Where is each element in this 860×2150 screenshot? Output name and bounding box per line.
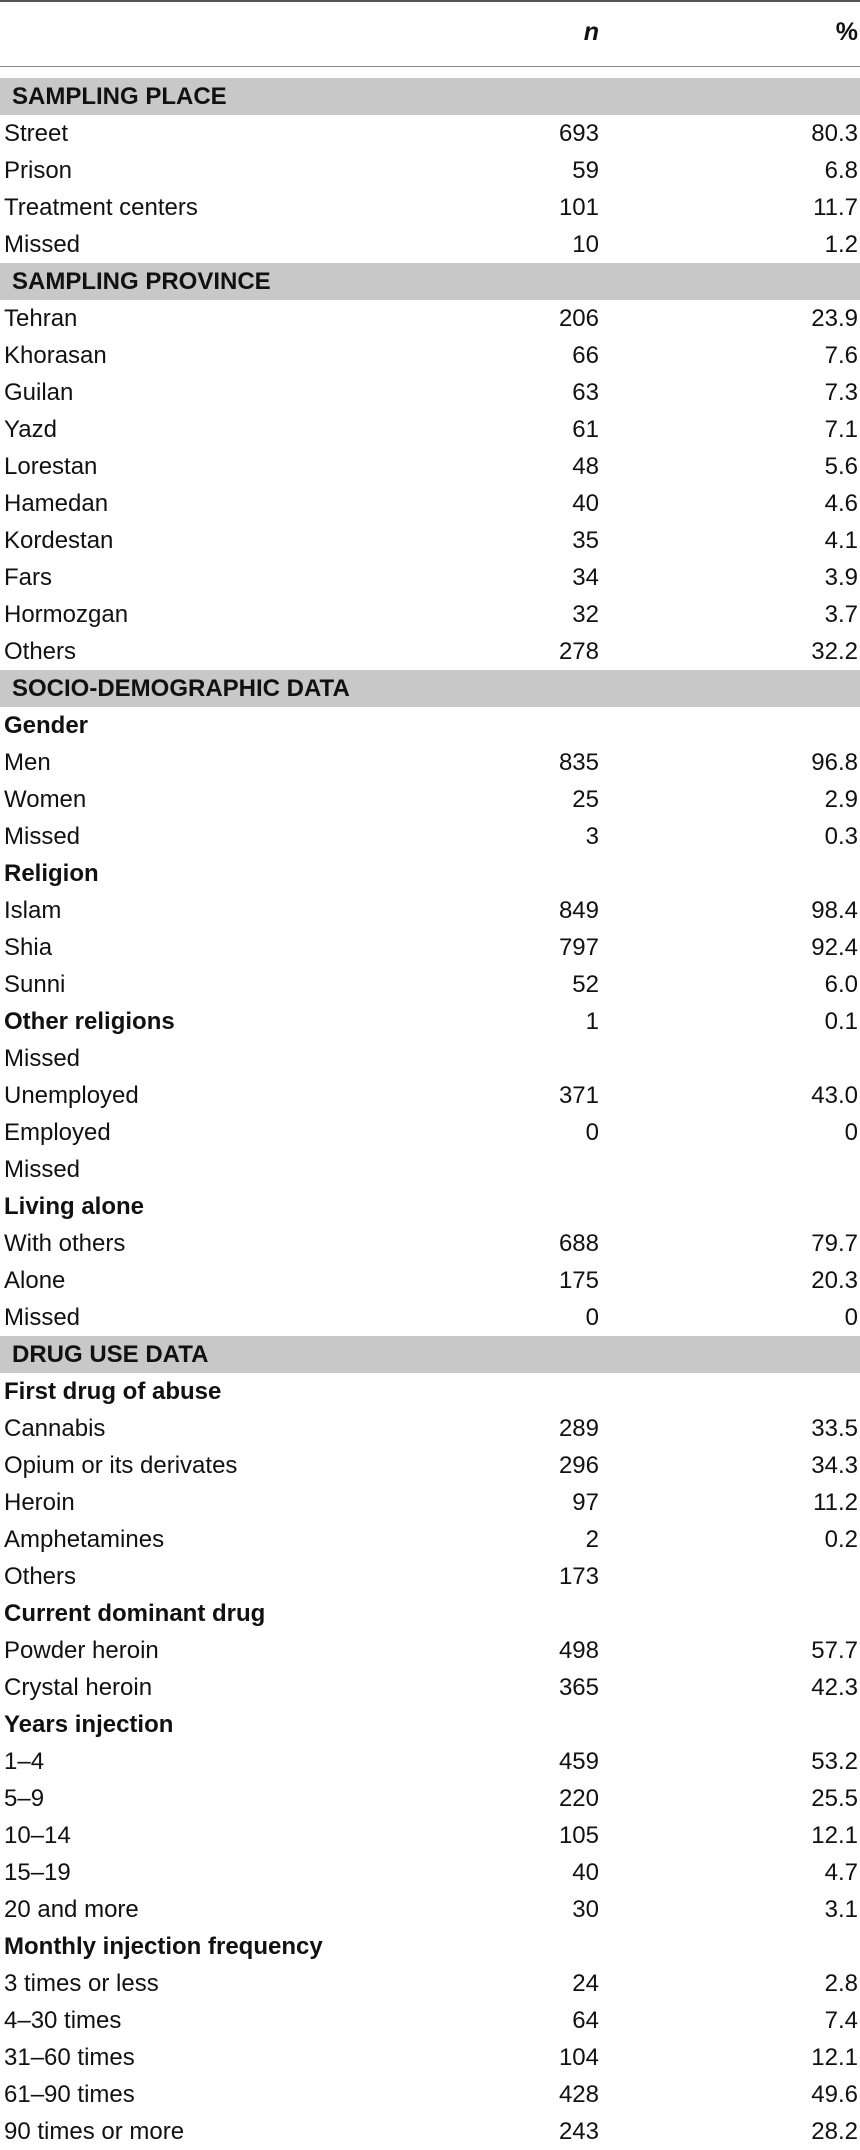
section-header-row	[0, 263, 860, 300]
row-n-value: 40	[572, 490, 599, 517]
header-gap	[0, 67, 860, 78]
row-n-value: 105	[558, 1822, 599, 1849]
row-label: Living alone	[4, 1193, 145, 1220]
row-n-value: 66	[572, 342, 599, 369]
row-n-value: 296	[558, 1452, 599, 1479]
row-label: Amphetamines	[4, 1526, 165, 1553]
row-n-value: 428	[558, 2081, 599, 2108]
table-row	[0, 2076, 860, 2113]
table-row	[0, 1891, 860, 1928]
row-n-value: 30	[572, 1896, 599, 1923]
row-percent-value: 11.7	[813, 194, 858, 221]
row-percent-value: 12.1	[811, 2044, 858, 2071]
subheading-row	[0, 1003, 860, 1040]
header-percent: %	[835, 18, 858, 46]
row-n-value: 498	[558, 1637, 599, 1664]
table-row	[0, 1780, 860, 1817]
row-label: 31–60 times	[4, 2044, 135, 2071]
table-row	[0, 633, 860, 670]
table-row	[0, 1632, 860, 1669]
table-row	[0, 1743, 860, 1780]
table-row	[0, 448, 860, 485]
row-label: 3 times or less	[4, 1970, 159, 1997]
row-label: Alone	[4, 1267, 66, 1294]
row-n-value: 206	[558, 305, 599, 332]
table-row	[0, 966, 860, 1003]
row-label: Treatment centers	[4, 194, 198, 221]
row-n-value: 97	[572, 1489, 599, 1516]
row-n-value: 25	[572, 786, 599, 813]
table-row	[0, 485, 860, 522]
table-row	[0, 300, 860, 337]
row-percent-value: 4.1	[824, 527, 858, 554]
row-label: 10–14	[4, 1822, 71, 1849]
row-percent-value: 98.4	[811, 897, 858, 924]
row-label: Hamedan	[4, 490, 109, 517]
row-label: Fars	[4, 564, 52, 591]
row-n-value: 10	[572, 231, 599, 258]
row-percent-value: 23.9	[811, 305, 858, 332]
row-percent-value: 32.2	[811, 638, 858, 665]
row-percent-value: 53.2	[811, 1748, 858, 1775]
table-row	[0, 337, 860, 374]
row-n-value: 101	[558, 194, 599, 221]
section-header-row	[0, 1336, 860, 1373]
row-label: 15–19	[4, 1859, 71, 1886]
row-percent-value: 11.2	[813, 1489, 858, 1516]
row-percent-value: 43.0	[811, 1082, 858, 1109]
row-label: DRUG USE DATA	[12, 1341, 209, 1368]
row-label: Monthly injection frequency	[4, 1933, 323, 1960]
row-percent-value: 92.4	[811, 934, 858, 961]
row-label: Islam	[4, 897, 62, 924]
row-percent-value: 4.6	[824, 490, 858, 517]
row-label: Guilan	[4, 379, 74, 406]
table-row	[0, 2002, 860, 2039]
row-label: Khorasan	[4, 342, 107, 369]
row-percent-value: 12.1	[811, 1822, 858, 1849]
row-label: Heroin	[4, 1489, 75, 1516]
subheading-row	[0, 1188, 860, 1225]
row-n-value: 3	[585, 823, 599, 850]
table-row	[0, 596, 860, 633]
table-row	[0, 1410, 860, 1447]
row-n-value: 835	[558, 749, 599, 776]
row-label: Missed	[4, 1156, 81, 1183]
subheading-row	[0, 1373, 860, 1410]
row-n-value: 220	[558, 1785, 599, 1812]
table-row	[0, 1484, 860, 1521]
row-label: Unemployed	[4, 1082, 139, 1109]
row-percent-value: 6.8	[824, 157, 858, 184]
row-label: Women	[4, 786, 87, 813]
subheading-row	[0, 1928, 860, 1965]
row-percent-value: 57.7	[811, 1637, 858, 1664]
row-percent-value: 2.9	[824, 786, 858, 813]
table-row	[0, 1817, 860, 1854]
row-label: 5–9	[4, 1785, 45, 1812]
row-percent-value: 0.3	[824, 823, 858, 850]
row-label: Missed	[4, 823, 81, 850]
subheading-row	[0, 1706, 860, 1743]
row-label: Other religions	[4, 1008, 175, 1035]
table-row	[0, 781, 860, 818]
subheading-row	[0, 855, 860, 892]
row-label: 61–90 times	[4, 2081, 135, 2108]
table-row	[0, 1854, 860, 1891]
row-percent-value: 25.5	[811, 1785, 858, 1812]
section-header-row	[0, 670, 860, 707]
table-row	[0, 1225, 860, 1262]
row-label: Opium or its derivates	[4, 1452, 238, 1479]
row-label: Current dominant drug	[4, 1600, 266, 1627]
row-percent-value: 2.8	[824, 1970, 858, 1997]
row-percent-value: 3.9	[824, 564, 858, 591]
row-label: First drug of abuse	[4, 1378, 222, 1405]
row-n-value: 365	[558, 1674, 599, 1701]
table-row	[0, 1447, 860, 1484]
table-row	[0, 2113, 860, 2150]
row-label: Missed	[4, 231, 81, 258]
row-label: Shia	[4, 934, 53, 961]
row-n-value: 32	[572, 601, 599, 628]
row-n-value: 52	[572, 971, 599, 998]
table-row	[0, 818, 860, 855]
row-n-value: 63	[572, 379, 599, 406]
row-percent-value: 7.4	[824, 2007, 858, 2034]
table-body	[0, 78, 860, 2150]
table-row	[0, 522, 860, 559]
row-label: Others	[4, 1563, 77, 1590]
table-row	[0, 744, 860, 781]
table-row	[0, 189, 860, 226]
subheading-row	[0, 707, 860, 744]
subheading-row	[0, 1595, 860, 1632]
table-header	[0, 2, 860, 67]
row-n-value: 64	[572, 2007, 599, 2034]
row-percent-value: 42.3	[811, 1674, 858, 1701]
table-row	[0, 1040, 860, 1077]
row-n-value: 61	[572, 416, 599, 443]
table-row	[0, 1262, 860, 1299]
row-n-value: 849	[558, 897, 599, 924]
row-percent-value: 96.8	[811, 749, 858, 776]
row-percent-value: 28.2	[811, 2118, 858, 2145]
row-percent-value: 33.5	[811, 1415, 858, 1442]
table-row	[0, 1521, 860, 1558]
table-row	[0, 115, 860, 152]
row-label: 20 and more	[4, 1896, 139, 1923]
row-n-value: 0	[585, 1304, 599, 1331]
row-label: Sunni	[4, 971, 66, 998]
row-label: 4–30 times	[4, 2007, 122, 2034]
row-percent-value: 7.3	[824, 379, 858, 406]
row-n-value: 289	[558, 1415, 599, 1442]
row-n-value: 34	[572, 564, 599, 591]
row-n-value: 797	[558, 934, 599, 961]
table-row	[0, 1077, 860, 1114]
row-percent-value: 4.7	[824, 1859, 858, 1886]
table-row	[0, 411, 860, 448]
row-percent-value: 6.0	[824, 971, 858, 998]
section-header-row	[0, 78, 860, 115]
row-n-value: 459	[558, 1748, 599, 1775]
table-row	[0, 1114, 860, 1151]
row-n-value: 35	[572, 527, 599, 554]
row-label: SAMPLING PROVINCE	[12, 268, 271, 295]
row-label: Gender	[4, 712, 89, 739]
row-percent-value: 5.6	[824, 453, 858, 480]
table-row	[0, 1965, 860, 2002]
row-n-value: 48	[572, 453, 599, 480]
row-label: Powder heroin	[4, 1637, 159, 1664]
row-percent-value: 7.6	[824, 342, 858, 369]
row-label: Years injection	[4, 1711, 174, 1738]
row-label: 90 times or more	[4, 2118, 185, 2145]
row-label: Religion	[4, 860, 99, 887]
row-label: Others	[4, 638, 77, 665]
row-percent-value: 20.3	[811, 1267, 858, 1294]
row-percent-value: 34.3	[811, 1452, 858, 1479]
row-percent-value: 0	[844, 1119, 858, 1146]
table-row	[0, 374, 860, 411]
row-label: Prison	[4, 157, 73, 184]
row-percent-value: 0	[844, 1304, 858, 1331]
row-label: Men	[4, 749, 51, 776]
header-n: n	[583, 18, 599, 46]
table-row	[0, 559, 860, 596]
row-n-value: 24	[572, 1970, 599, 1997]
row-n-value: 1	[585, 1008, 599, 1035]
row-percent-value: 0.1	[824, 1008, 858, 1035]
row-label: Street	[4, 120, 69, 147]
row-percent-value: 1.2	[824, 231, 858, 258]
row-label: Tehran	[4, 305, 78, 332]
row-percent-value: 3.7	[824, 601, 858, 628]
row-n-value: 688	[558, 1230, 599, 1257]
row-label: SOCIO-DEMOGRAPHIC DATA	[12, 675, 350, 702]
row-label: Missed	[4, 1045, 81, 1072]
row-label: Employed	[4, 1119, 111, 1146]
row-n-value: 173	[558, 1563, 599, 1590]
row-n-value: 40	[572, 1859, 599, 1886]
row-n-value: 243	[558, 2118, 599, 2145]
row-n-value: 371	[558, 1082, 599, 1109]
row-percent-value: 7.1	[824, 416, 858, 443]
row-n-value: 693	[558, 120, 599, 147]
row-n-value: 278	[558, 638, 599, 665]
row-label: Crystal heroin	[4, 1674, 153, 1701]
row-percent-value: 79.7	[811, 1230, 858, 1257]
row-label: Yazd	[4, 416, 57, 443]
table-row	[0, 1151, 860, 1188]
table-row	[0, 1558, 860, 1595]
row-percent-value: 49.6	[811, 2081, 858, 2108]
row-label: 1–4	[4, 1748, 45, 1775]
row-n-value: 2	[585, 1526, 599, 1553]
table-row	[0, 2039, 860, 2076]
row-percent-value: 0.2	[824, 1526, 858, 1553]
table-row	[0, 929, 860, 966]
row-label: Cannabis	[4, 1415, 106, 1442]
row-percent-value: 3.1	[824, 1896, 858, 1923]
table-row	[0, 226, 860, 263]
table-row	[0, 152, 860, 189]
row-percent-value: 80.3	[811, 120, 858, 147]
table-row	[0, 892, 860, 929]
row-label: Lorestan	[4, 453, 98, 480]
table-row	[0, 1299, 860, 1336]
row-label: SAMPLING PLACE	[12, 83, 227, 110]
row-label: Hormozgan	[4, 601, 129, 628]
row-n-value: 0	[585, 1119, 599, 1146]
table-row	[0, 1669, 860, 1706]
row-n-value: 104	[558, 2044, 599, 2071]
row-label: With others	[4, 1230, 126, 1257]
row-n-value: 59	[572, 157, 599, 184]
row-n-value: 175	[558, 1267, 599, 1294]
row-label: Kordestan	[4, 527, 114, 554]
row-label: Missed	[4, 1304, 81, 1331]
